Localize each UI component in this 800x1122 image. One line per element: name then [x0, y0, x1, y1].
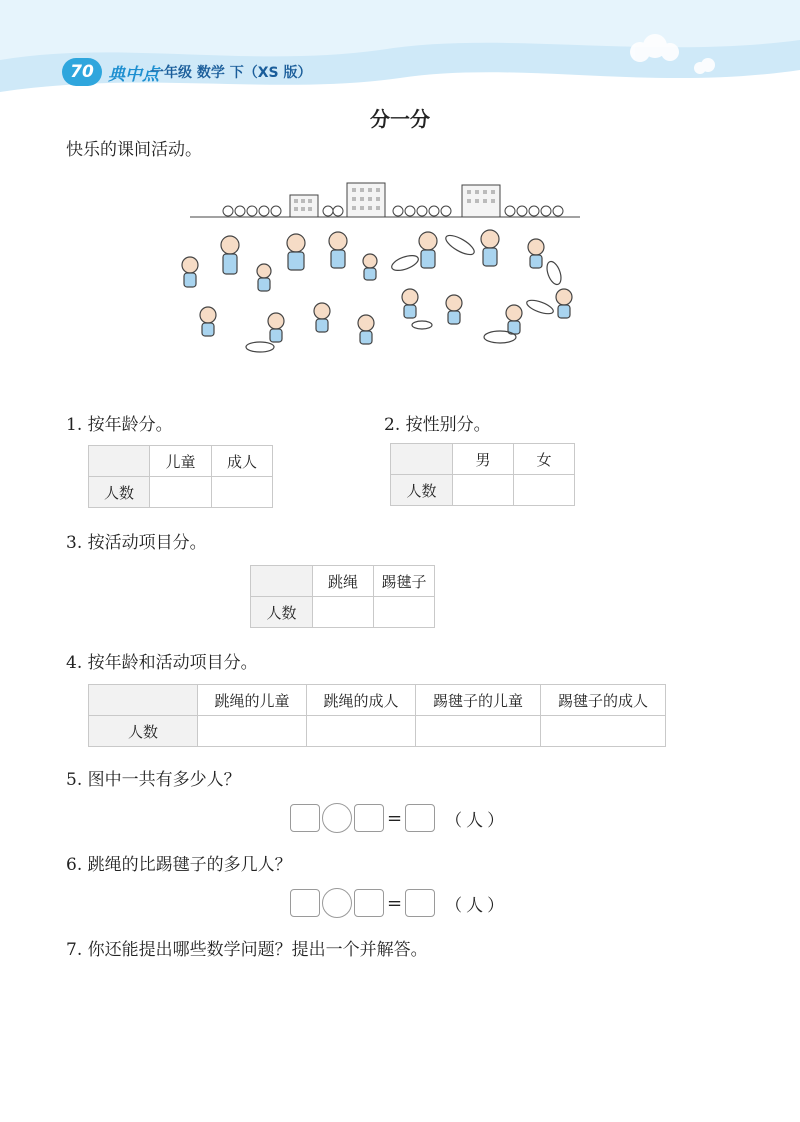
column-header: 跳绳的成人 [307, 685, 416, 716]
column-header: 儿童 [150, 446, 212, 477]
column-header: 男 [453, 444, 514, 475]
answer-cell[interactable] [453, 475, 514, 506]
answer-cell[interactable] [374, 597, 435, 628]
operator-circle[interactable] [322, 888, 352, 918]
answer-cell[interactable] [416, 716, 541, 747]
answer-cell[interactable] [212, 477, 273, 508]
result-box[interactable] [405, 804, 435, 832]
row-header: 人数 [89, 716, 198, 747]
answer-cell[interactable] [514, 475, 575, 506]
table-corner [391, 444, 453, 475]
answer-box[interactable] [354, 804, 384, 832]
column-header: 踢毽子 [374, 566, 435, 597]
answer-cell[interactable] [313, 597, 374, 628]
answer-box[interactable] [354, 889, 384, 917]
unit-label: （人） [445, 810, 509, 831]
answer-cell[interactable] [198, 716, 307, 747]
header-banner [0, 0, 800, 110]
column-header: 跳绳 [313, 566, 374, 597]
question-5-label: 5. 图中一共有多少人？ [66, 770, 241, 790]
intro-text: 快乐的课间活动。 [66, 140, 202, 160]
column-header: 踢毽子的成人 [541, 685, 666, 716]
answer-cell[interactable] [307, 716, 416, 747]
equals-sign: = [387, 807, 403, 829]
question-1-label: 1. 按年龄分。 [66, 415, 173, 435]
column-header: 女 [514, 444, 575, 475]
table-corner [89, 446, 150, 477]
row-header: 人数 [391, 475, 453, 506]
playground-illustration [180, 175, 590, 370]
table-corner [251, 566, 313, 597]
page-number: 70 [62, 58, 102, 86]
age-table [88, 445, 273, 508]
equals-sign: = [387, 892, 403, 914]
book-title: 一年级 数学 下（XS 版） [150, 65, 312, 81]
question-7-label: 7. 你还能提出哪些数学问题？提出一个并解答。 [66, 940, 428, 960]
question-4-label: 4. 按年龄和活动项目分。 [66, 653, 258, 673]
equation-5 [290, 803, 508, 833]
tree-icon [223, 206, 563, 216]
result-box[interactable] [405, 889, 435, 917]
age-activity-table [88, 684, 666, 747]
table-corner [89, 685, 198, 716]
gender-table [390, 443, 575, 506]
answer-cell[interactable] [541, 716, 666, 747]
row-header: 人数 [251, 597, 313, 628]
answer-cell[interactable] [150, 477, 212, 508]
operator-circle[interactable] [322, 803, 352, 833]
page-title: 分一分 [370, 107, 430, 131]
person-icon [182, 230, 572, 344]
activity-table [250, 565, 435, 628]
answer-box[interactable] [290, 889, 320, 917]
question-2-label: 2. 按性别分。 [384, 415, 491, 435]
question-6-label: 6. 跳绳的比踢毽子的多几人？ [66, 855, 292, 875]
unit-label: （人） [445, 895, 509, 916]
column-header: 跳绳的儿童 [198, 685, 307, 716]
equation-6 [290, 888, 508, 918]
question-3-label: 3. 按活动项目分。 [66, 533, 207, 553]
column-header: 踢毽子的儿童 [416, 685, 541, 716]
column-header: 成人 [212, 446, 273, 477]
answer-box[interactable] [290, 804, 320, 832]
row-header: 人数 [89, 477, 150, 508]
brand-logo: 典中点 [108, 65, 159, 85]
